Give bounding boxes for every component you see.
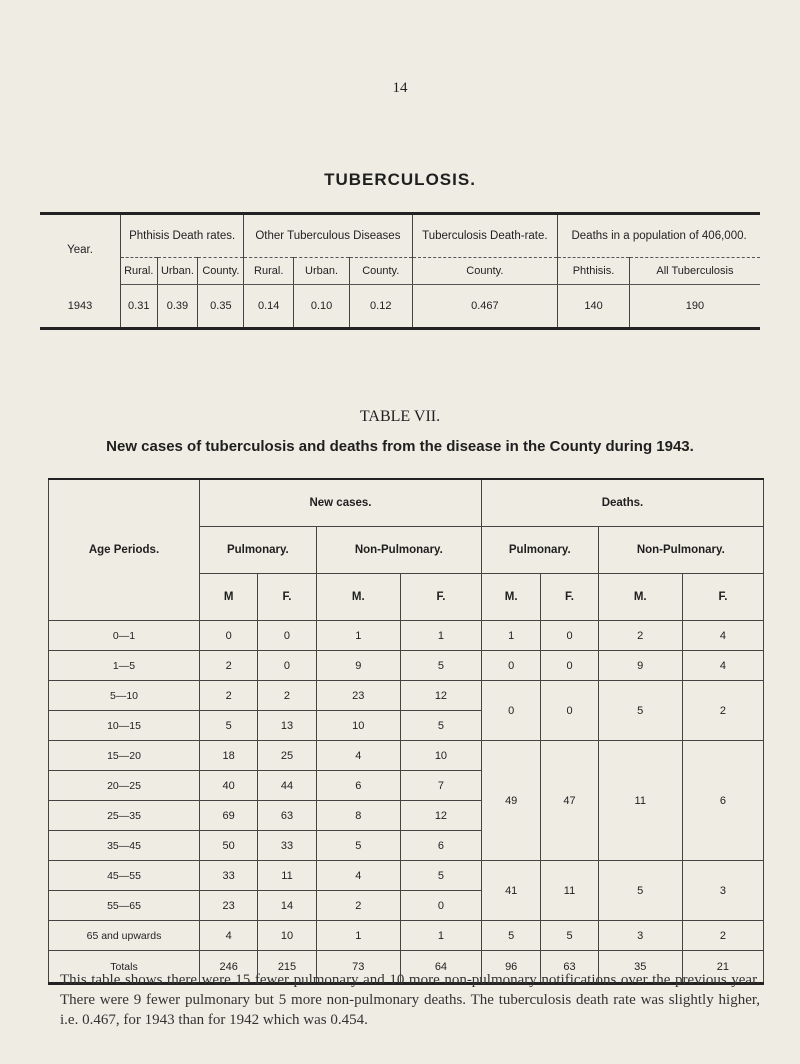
table-row <box>49 861 764 891</box>
cell: 1 <box>481 621 540 651</box>
cell: 5 <box>316 831 400 861</box>
cell: 4 <box>316 741 400 771</box>
cell: 33 <box>258 831 316 861</box>
nc-pul-f-header: F. <box>258 574 316 621</box>
cell: 50 <box>200 831 258 861</box>
grouped-cell: 49 <box>481 741 540 861</box>
grouped-cell: 2 <box>682 681 763 741</box>
table-title: TABLE VII. <box>359 408 441 425</box>
cell: 6 <box>400 831 481 861</box>
cell: 5 <box>400 711 481 741</box>
cell: 8 <box>316 801 400 831</box>
grouped-cell: 5 <box>598 861 682 921</box>
cell: 9 <box>598 651 682 681</box>
table-row <box>49 681 764 711</box>
cell: 3 <box>598 921 682 951</box>
grouped-cell: 11 <box>598 741 682 861</box>
cell: 4 <box>316 861 400 891</box>
cell: 14 <box>258 891 316 921</box>
phthisis-header: Phthisis Death rates. <box>121 214 244 258</box>
ph-urban-header: Urban. <box>157 258 198 285</box>
age-label: 35—45 <box>49 831 200 861</box>
age-label: 5—10 <box>49 681 200 711</box>
ot-rural-header: Rural. <box>244 258 294 285</box>
d-np-m-header: M. <box>598 574 682 621</box>
nc-np-m-header: M. <box>316 574 400 621</box>
cell: 23 <box>200 891 258 921</box>
ph-rural-header: Rural. <box>121 258 158 285</box>
cell: 5 <box>400 651 481 681</box>
nc-pul-m-header: M <box>200 574 258 621</box>
year-cell: 1943 <box>40 285 121 329</box>
cell: 25 <box>258 741 316 771</box>
cell: 0 <box>258 651 316 681</box>
cell: 5 <box>481 921 540 951</box>
cell: 0 <box>258 621 316 651</box>
age-label: 15—20 <box>49 741 200 771</box>
ot-county-header: County. <box>349 258 412 285</box>
cell: 0 <box>400 891 481 921</box>
nc-non-pulmonary-header: Non-Pulmonary. <box>316 527 481 574</box>
nc-pulmonary-header: Pulmonary. <box>200 527 317 574</box>
totals-label: Totals <box>49 951 200 984</box>
total-cell: 35 <box>598 951 682 984</box>
d-np-f-header: F. <box>682 574 763 621</box>
age-label: 65 and upwards <box>49 921 200 951</box>
ph-rural-cell: 0.31 <box>121 285 158 329</box>
cell: 2 <box>200 681 258 711</box>
tb-death-rate-header: Tuberculosis Death-rate. <box>412 214 558 258</box>
cell: 13 <box>258 711 316 741</box>
cell: 1 <box>316 621 400 651</box>
footer-paragraph: This table shows there were 15 fewer pulmonary and 10 more non-pulmonary notifications over the previous year. There were 9 fewer pulmonary but 5 more non-pulmonary deaths. The tuberculosis death rate was slightly higher, i.e. 0.467, for 1943 than for 1942 which was 0.454. <box>60 972 760 1028</box>
d-pul-f-header: F. <box>541 574 598 621</box>
ot-county-cell: 0.12 <box>349 285 412 329</box>
cell: 5 <box>200 711 258 741</box>
grouped-cell: 47 <box>541 741 598 861</box>
other-tb-header: Other Tuberculous Diseases <box>244 214 412 258</box>
age-label: 25—35 <box>49 801 200 831</box>
cell: 63 <box>258 801 316 831</box>
total-cell: 215 <box>258 951 316 984</box>
cell: 1 <box>316 921 400 951</box>
ot-rural-cell: 0.14 <box>244 285 294 329</box>
cell: 2 <box>316 891 400 921</box>
grouped-cell: 0 <box>541 681 598 741</box>
cell: 0 <box>200 621 258 651</box>
cell: 7 <box>400 771 481 801</box>
new-cases-deaths-table <box>48 478 764 985</box>
cell: 2 <box>682 921 763 951</box>
cell: 33 <box>200 861 258 891</box>
total-cell: 96 <box>481 951 540 984</box>
d-pulmonary-header: Pulmonary. <box>481 527 598 574</box>
cell: 9 <box>316 651 400 681</box>
cell: 0 <box>481 651 540 681</box>
grouped-cell: 6 <box>682 741 763 861</box>
cell: 44 <box>258 771 316 801</box>
cell: 6 <box>316 771 400 801</box>
cell: 4 <box>682 621 763 651</box>
grouped-cell: 3 <box>682 861 763 921</box>
pop-phthisis-cell: 140 <box>558 285 630 329</box>
nc-np-f-header: F. <box>400 574 481 621</box>
table-row <box>49 621 764 651</box>
grouped-cell: 5 <box>598 681 682 741</box>
total-cell: 246 <box>200 951 258 984</box>
cell: 10 <box>316 711 400 741</box>
cell: 0 <box>541 651 598 681</box>
table-subtitle: New cases of tuberculosis and deaths from the disease in the County during 1943. <box>106 438 694 455</box>
age-label: 10—15 <box>49 711 200 741</box>
population-deaths-header: Deaths in a population of 406,000. <box>571 230 747 242</box>
cell: 2 <box>200 651 258 681</box>
cell: 5 <box>541 921 598 951</box>
age-label: 45—55 <box>49 861 200 891</box>
tb-county-header: County. <box>412 258 558 285</box>
cell: 12 <box>400 681 481 711</box>
cell: 2 <box>258 681 316 711</box>
new-cases-header: New cases. <box>200 479 482 527</box>
table-row <box>49 741 764 771</box>
ph-county-cell: 0.35 <box>198 285 244 329</box>
cell: 11 <box>258 861 316 891</box>
cell: 12 <box>400 801 481 831</box>
grouped-cell: 41 <box>481 861 540 921</box>
cell: 2 <box>598 621 682 651</box>
cell: 1 <box>400 921 481 951</box>
cell: 0 <box>541 621 598 651</box>
total-cell: 64 <box>400 951 481 984</box>
ot-urban-cell: 0.10 <box>294 285 350 329</box>
page-number: 14 <box>392 80 408 96</box>
age-label: 55—65 <box>49 891 200 921</box>
cell: 23 <box>316 681 400 711</box>
grouped-cell: 11 <box>541 861 598 921</box>
pop-all-tb-header: All Tuberculosis <box>629 258 760 285</box>
cell: 10 <box>258 921 316 951</box>
ot-urban-header: Urban. <box>294 258 350 285</box>
pop-phthisis-header: Phthisis. <box>558 258 630 285</box>
total-cell: 21 <box>682 951 763 984</box>
table-row <box>49 651 764 681</box>
cell: 69 <box>200 801 258 831</box>
cell: 1 <box>400 621 481 651</box>
table-row <box>49 921 764 951</box>
total-cell: 73 <box>316 951 400 984</box>
age-label: 1—5 <box>49 651 200 681</box>
cell: 10 <box>400 741 481 771</box>
total-cell: 63 <box>541 951 598 984</box>
age-periods-header: Age Periods. <box>49 479 200 621</box>
cell: 4 <box>682 651 763 681</box>
deaths-header: Deaths. <box>481 479 763 527</box>
cell: 4 <box>200 921 258 951</box>
cell: 40 <box>200 771 258 801</box>
ph-urban-cell: 0.39 <box>157 285 198 329</box>
year-header: Year. <box>40 214 121 285</box>
age-label: 0—1 <box>49 621 200 651</box>
tb-county-cell: 0.467 <box>412 285 558 329</box>
d-non-pulmonary-header: Non-Pulmonary. <box>598 527 763 574</box>
grouped-cell: 0 <box>481 681 540 741</box>
page-title: TUBERCULOSIS. <box>324 170 476 189</box>
death-rates-table <box>40 212 760 330</box>
cell: 5 <box>400 861 481 891</box>
d-pul-m-header: M. <box>481 574 540 621</box>
ph-county-header: County. <box>198 258 244 285</box>
age-label: 20—25 <box>49 771 200 801</box>
pop-all-cell: 190 <box>685 300 705 312</box>
cell: 18 <box>200 741 258 771</box>
